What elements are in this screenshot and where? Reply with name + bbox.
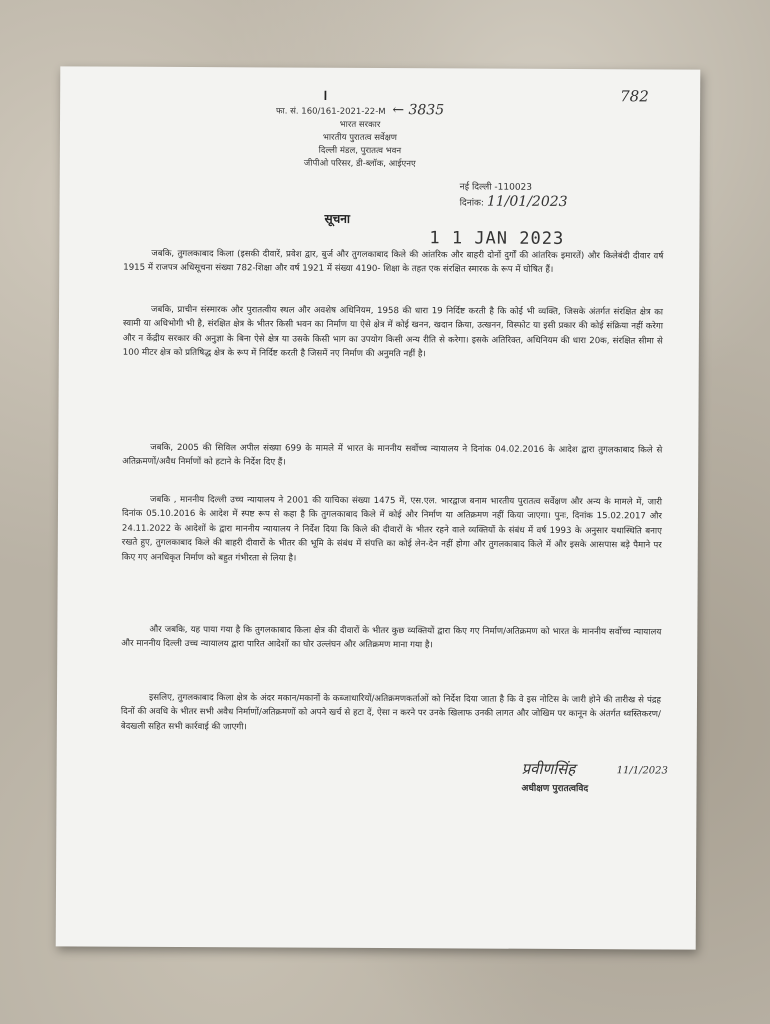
date-line [460, 194, 568, 211]
paragraph-4-text: जबकि , माननीय दिल्ली उच्च न्यायालय ने 2001 की याचिका संख्या 1475 में, एस.एल. भारद्वाज बनाम भारतीय पुरातत्व सर्वेक्षण और अन्य के मामले में, जारी दिनांक 05.10.2016 के आदेश में स्पष्ट रूप से कहा है कि तुगलकाबाद किले में कोई और निर्माण या अतिक्रमण नहीं किया जाएगा। पुनः, दिनांक 15.02.2017 और 24.11.2022 के आदेशों के द्वारा माननीय न्यायालय ने निर्देश दिया कि किले की दीवारों के भीतर रहने वाले व्यक्तियों के संबंध में वर्ष 1993 के अनुसार यथास्थिति बनाए रखते हुए, तुगलकाबाद किले की बाहरी दीवारों के भीतर की भूमि के संबंध में संपत्ति का कोई लेन-देन नहीं होगा और तुगलकाबाद किले में और इसके आसपास बड़े पैमाने पर किए गए अनधिकृत निर्माण को बहुत गंभीरता से लिया है। [121, 494, 663, 564]
date-stamp: 1 1 JAN 2023 [429, 228, 565, 249]
letterhead-line-3: दिल्ली मंडल, पुरातत्व भवन [318, 145, 402, 157]
file-ref-handwritten: ← 3835 [392, 102, 445, 119]
paragraph-1-text: जबकि, तुगलकाबाद किला (इसकी दीवारें, प्रवेश द्वार, बुर्ज और तुगलकाबाद किले की आंतरिक और बाहरी दोनों दुर्गों की आंतरिक इमारतें) और किलेबंदी दीवार वर्ष 1915 में राजपत्र अधिसूचना संख्या 782-शिक्षा और वर्ष 1921 में संख्या 4190- शिक्षा के तहत एक संरक्षित स्मारक के रूप में घोषित हैं। [123, 248, 664, 276]
file-number-line [210, 103, 510, 120]
page-number: 782 [620, 87, 649, 106]
file-number: फा. सं. 160/161-2021-22-M [275, 106, 386, 118]
top-mark: । [322, 87, 328, 104]
place-date-block [460, 180, 568, 211]
designation: अधीक्षण पुरातत्वविद [521, 783, 589, 795]
notice-title: सूचना [324, 211, 351, 226]
paragraph-5 [121, 623, 661, 655]
signature: प्रवीणसिंह [521, 759, 576, 779]
paragraph-6 [121, 691, 661, 737]
letterhead-line-2: भारतीय पुरातत्व सर्वेक्षण [322, 132, 397, 144]
signature-block [521, 759, 668, 795]
paragraph-3 [122, 441, 662, 473]
paragraph-2 [123, 303, 663, 363]
notice-paper [56, 66, 701, 949]
letterhead-line-4: जीपीओ परिसर, डी-ब्लॉक, आईएनए [303, 158, 416, 170]
paragraph-5-text: और जबकि, यह पाया गया है कि तुगलकाबाद किला क्षेत्र की दीवारों के भीतर कुछ व्यक्तियों द्वारा किए गए निर्माण/अतिक्रमण को भारत के माननीय सर्वोच्च न्यायालय और माननीय दिल्ली उच्च न्यायालय द्वारा पारित आदेशों का घोर उल्लंघन और अतिक्रमण माना गया है। [121, 624, 662, 651]
date-handwritten: 11/01/2023 [486, 193, 568, 210]
paragraph-4 [122, 493, 662, 568]
date-label: दिनांक: [459, 198, 485, 209]
paragraph-2-text: जबकि, प्राचीन संस्मारक और पुरातत्वीय स्थल और अवशेष अधिनियम, 1958 की धारा 19 निर्दिष्ट करती है कि कोई भी व्यक्ति, जिसके अंतर्गत संरक्षित क्षेत्र का स्वामी या अधिभोगी भी है, संरक्षित क्षेत्र के भीतर किसी भवन का निर्माण या ऐसे क्षेत्र में कोई खनन, खदान क्रिया, उत्खनन, विस्फोट या इसी प्रकार की कोई संक्रिया नहीं करेगा और न केंद्रीय सरकार की अनुज्ञा के बिना ऐसे क्षेत्र या उसके किसी भाग का उपयोग किसी अन्य रीति से करेगा। इसके अतिरिक्त, अधिनियम की धारा 20क, संरक्षित सीमा से 100 मीटर क्षेत्र को प्रतिषिद्ध क्षेत्र के रूप में निर्दिष्ट करती है जिसमें नए निर्माण की अनुमति नहीं है। [122, 304, 664, 360]
letterhead [210, 103, 510, 172]
paragraph-3-text: जबकि, 2005 की सिविल अपील संख्या 699 के मामले में भारत के माननीय सर्वोच्च न्यायालय ने दिनांक 04.02.2016 के आदेश द्वारा तुगलकाबाद किले से अतिक्रमणों/अवैध निर्माणों को हटाने के निर्देश दिए हैं। [122, 442, 663, 468]
paragraph-1 [123, 247, 663, 279]
signature-date: 11/1/2023 [616, 765, 668, 777]
paragraph-6-text: इसलिए, तुगलकाबाद किला क्षेत्र के अंदर मकान/मकानों के कब्जाधारियों/अतिक्रमणकर्ताओं को निर्देश दिया जाता है कि वे इस नोटिस के जारी होने की तारीख से पंद्रह दिनों की अवधि के भीतर सभी अवैध निर्माणों/अतिक्रमणों को अपने खर्च से हटा दें, ऐसा न करने पर उनके खिलाफ उनकी लागत और जोखिम पर कानून के अंतर्गत ध्वस्तिकरण/बेदखली सहित सभी कार्रवाई की जाएगी। [120, 692, 662, 733]
place: नई दिल्ली -110023 [459, 182, 533, 193]
letterhead-line-1: भारत सरकार [339, 119, 381, 131]
